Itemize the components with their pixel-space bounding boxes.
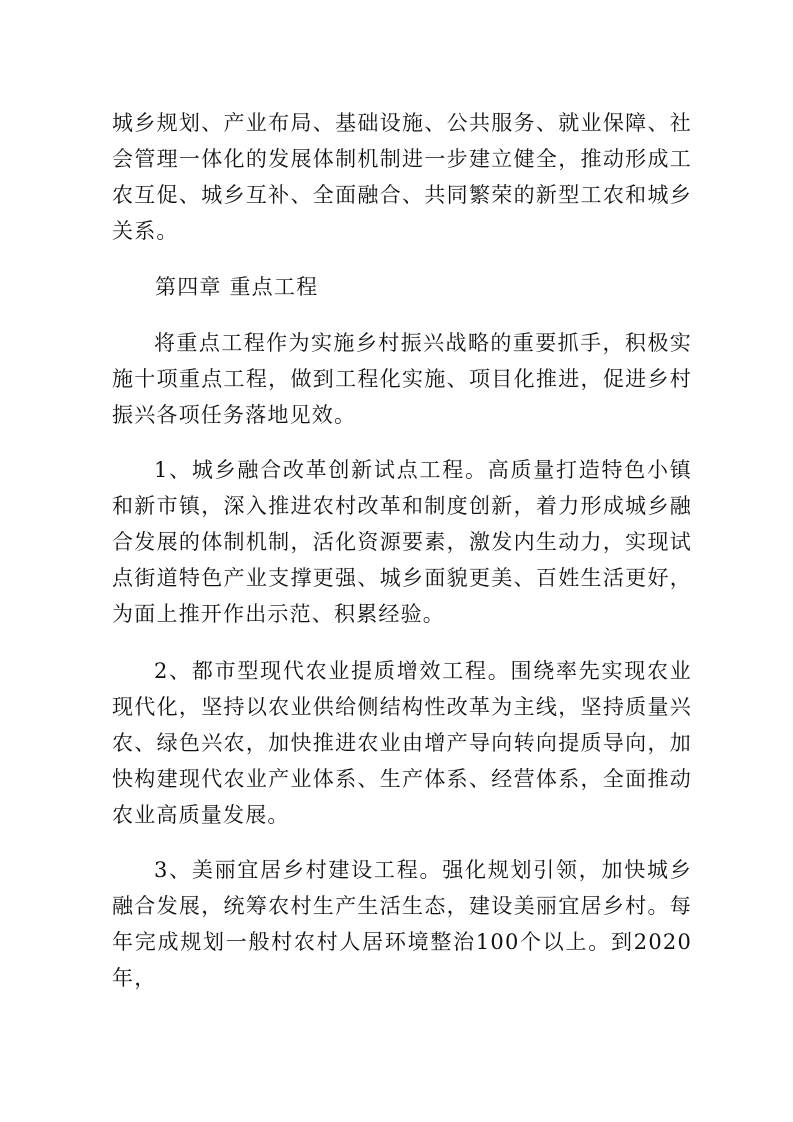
chapter-heading: 第四章 重点工程: [155, 275, 319, 299]
paragraph-chapter-intro: 将重点工程作为实施乡村振兴战略的重要抓手，积极实施十项重点工程，做到工程化实施、项目化推进，促进乡村振兴各项任务落地见效。: [112, 331, 692, 427]
paragraph-item-1: 1、城乡融合改革创新试点工程。高质量打造特色小镇和新市镇，深入推进农村改革和制度创新，着力形成城乡融合发展的体制机制，活化资源要素，激发内生动力，实现试点街道特色产业支撑更强、城乡面貌更美、百姓生活更好，为面上推开作出示范、积累经验。: [112, 458, 692, 626]
paragraph-intro-continuation: 城乡规划、产业布局、基础设施、公共服务、就业保障、社会管理一体化的发展体制机制进一步建立健全，推动形成工农互促、城乡互补、全面融合、共同繁荣的新型工农和城乡关系。: [112, 111, 692, 243]
paragraph-item-2: 2、都市型现代农业提质增效工程。围绕率先实现农业现代化，坚持以农业供给侧结构性改革为主线，坚持质量兴农、绿色兴农，加快推进农业由增产导向转向提质导向，加快构建现代农业产业体系、生产体系、经营体系，全面推动农业高质量发展。: [112, 659, 692, 827]
paragraph-item-3: 3、美丽宜居乡村建设工程。强化规划引领，加快城乡融合发展，统筹农村生产生活生态，建设美丽宜居乡村。每年完成规划一般村农村人居环境整治100个以上。到2020年，: [112, 858, 692, 990]
